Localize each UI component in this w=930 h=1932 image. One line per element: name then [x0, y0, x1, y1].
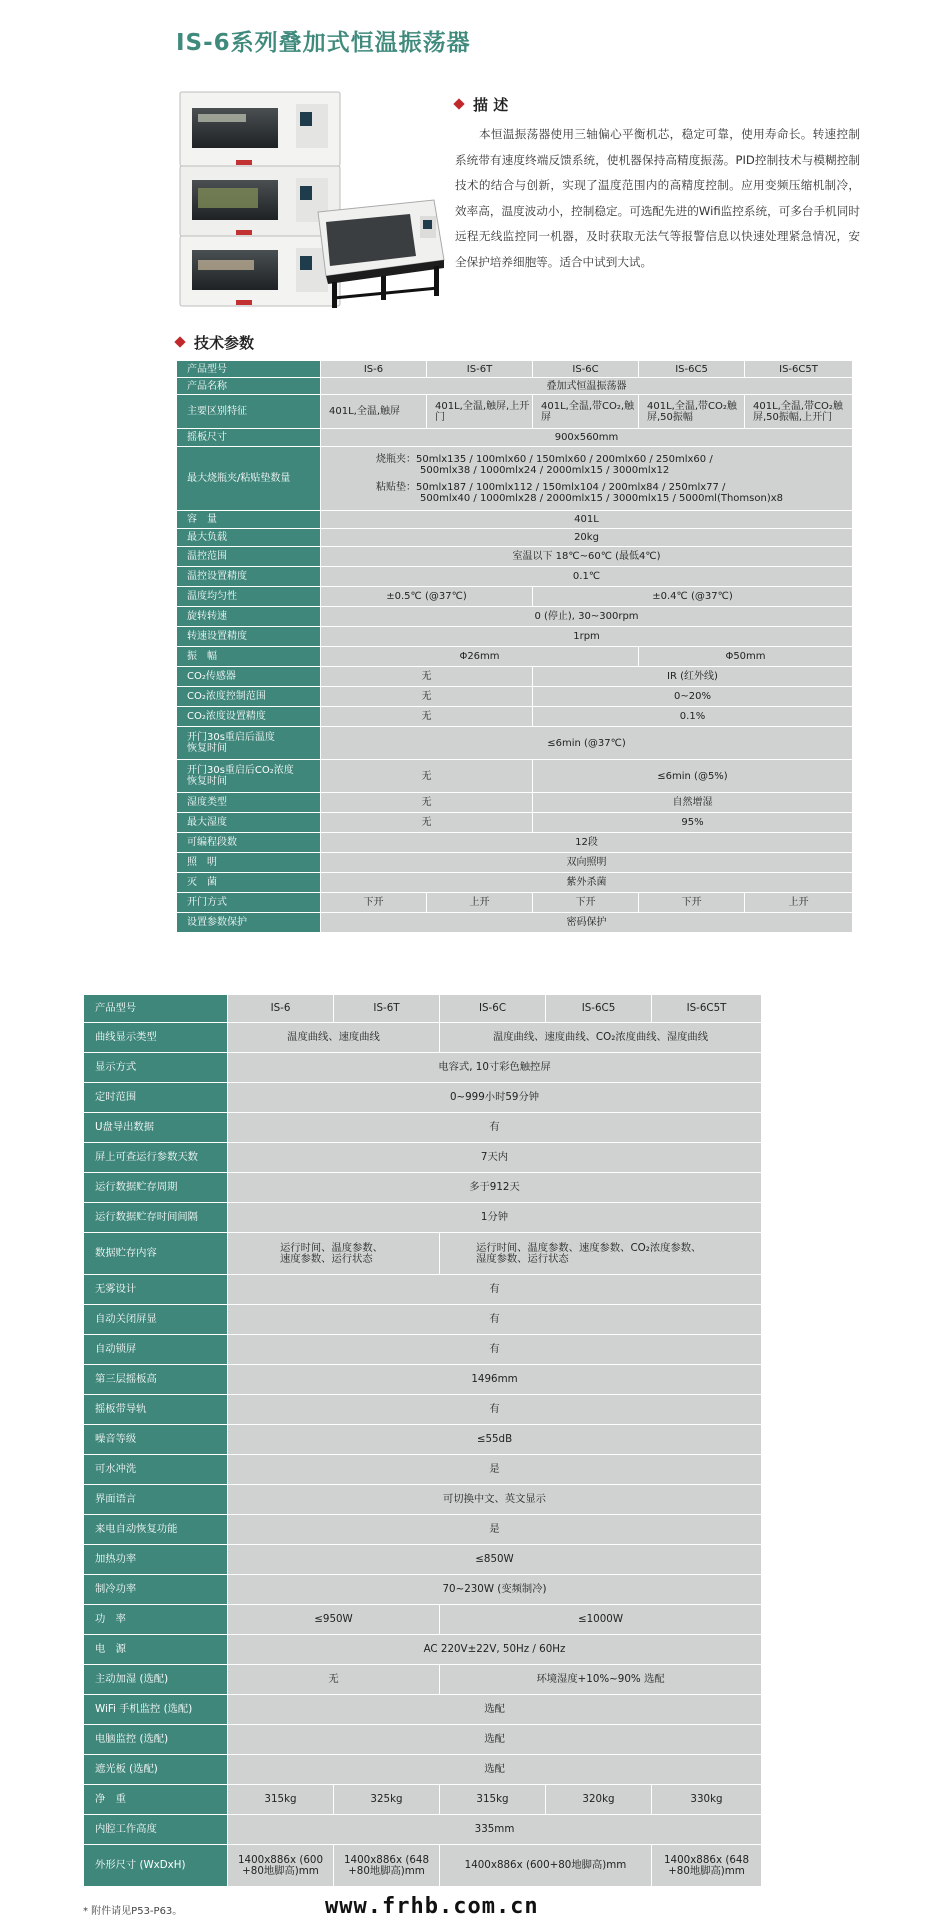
table-row: [84, 1845, 762, 1887]
value-cell: 1rpm: [321, 627, 853, 647]
description-heading: 描 述: [455, 94, 508, 115]
page-title: IS-6系列叠加式恒温振荡器: [176, 30, 471, 56]
table-row: [177, 813, 853, 833]
table-row: [84, 1725, 762, 1755]
value-cell: 无: [321, 760, 533, 793]
table-row: [84, 1515, 762, 1545]
model-cell: IS-6C: [533, 361, 639, 378]
table-row: [177, 727, 853, 760]
value-cell: 有: [228, 1395, 762, 1425]
table-row: [177, 853, 853, 873]
value-cell: ≤950W: [228, 1605, 440, 1635]
content-line: 运行时间、温度参数、速度参数、CO₂浓度参数、: [476, 1241, 702, 1254]
row-label: 产品型号: [84, 995, 228, 1023]
model-cell: IS-6C5T: [652, 995, 762, 1023]
table-row: [84, 995, 762, 1023]
table-row: [177, 587, 853, 607]
table-row: [177, 607, 853, 627]
row-label: 电脑监控 (选配): [84, 1725, 228, 1755]
table-row: [177, 893, 853, 913]
table-row: [177, 378, 853, 395]
table-row: [84, 1485, 762, 1515]
row-label: 照 明: [177, 853, 321, 873]
dim-line: 1400x886x (648: [344, 1853, 429, 1866]
row-label: 产品型号: [177, 361, 321, 378]
row-label: 设置参数保护: [177, 913, 321, 933]
website-watermark: www.frhb.com.cn: [325, 1894, 539, 1919]
table-row: [84, 1575, 762, 1605]
row-label: 容 量: [177, 511, 321, 529]
table-row: [177, 529, 853, 547]
value-cell: 401L: [321, 511, 853, 529]
value-cell: 无: [321, 813, 533, 833]
row-label: 自动锁屏: [84, 1335, 228, 1365]
value-cell: 1400x886x (600+80地脚高)mm: [440, 1845, 652, 1887]
table-row: [177, 647, 853, 667]
label-line: 开门30s重启后CO₂浓度: [187, 765, 294, 776]
value-cell: ≤1000W: [440, 1605, 762, 1635]
value-cell: 0~999小时59分钟: [228, 1083, 762, 1113]
row-label: 主动加湿 (选配): [84, 1665, 228, 1695]
model-cell: IS-6C5: [639, 361, 745, 378]
value-cell: 上开: [745, 893, 853, 913]
spec-table-2: [83, 994, 762, 1887]
table-row: [177, 567, 853, 587]
table-row: [84, 1665, 762, 1695]
row-label: 定时范围: [84, 1083, 228, 1113]
row-label: CO₂浓度控制范围: [177, 687, 321, 707]
value-cell: [652, 1845, 762, 1887]
model-cell: IS-6: [321, 361, 427, 378]
dim-line: 1400x886x (648: [664, 1853, 749, 1866]
value-cell: 1496mm: [228, 1365, 762, 1395]
table-row: [177, 429, 853, 447]
value-cell: 320kg: [546, 1785, 652, 1815]
row-label: 产品名称: [177, 378, 321, 395]
row-label: 曲线显示类型: [84, 1023, 228, 1053]
value-cell: 可切换中文、英文显示: [228, 1485, 762, 1515]
row-label: 内腔工作高度: [84, 1815, 228, 1845]
value-cell: 下开: [639, 893, 745, 913]
value-cell: 12段: [321, 833, 853, 853]
value-cell: 温度曲线、速度曲线、CO₂浓度曲线、湿度曲线: [440, 1023, 762, 1053]
value-cell: 紫外杀菌: [321, 873, 853, 893]
value-cell: 401L,全温,带CO₂触屏,50振幅,上开门: [745, 395, 853, 429]
row-label: 第三层摇板高: [84, 1365, 228, 1395]
table-row: [177, 361, 853, 378]
value-cell: 下开: [533, 893, 639, 913]
value-cell: 325kg: [334, 1785, 440, 1815]
value-cell: 无: [321, 707, 533, 727]
content-line: 运行时间、温度参数、: [280, 1241, 383, 1254]
table-row: [84, 1305, 762, 1335]
table-row: [177, 707, 853, 727]
value-cell: 有: [228, 1275, 762, 1305]
value-cell: 315kg: [440, 1785, 546, 1815]
spec-table-1: [176, 360, 853, 933]
value-cell: [228, 1233, 440, 1275]
flask-line: 烧瓶夹：50mlx135 / 100mlx60 / 150mlx60 / 200mlx60 / 250mlx60 /: [376, 453, 713, 465]
table-row: [84, 1545, 762, 1575]
value-cell: [440, 1233, 762, 1275]
row-label: 主要区别特征: [177, 395, 321, 429]
value-cell: 401L,全温,带CO₂,触屏: [533, 395, 639, 429]
row-label: 最大烧瓶夹/粘贴垫数量: [177, 447, 321, 511]
model-cell: IS-6: [228, 995, 334, 1023]
table-row: [177, 687, 853, 707]
diamond-bullet-icon: [453, 98, 464, 109]
value-cell: ≤850W: [228, 1545, 762, 1575]
value-cell: [228, 1845, 334, 1887]
value-cell: 电容式, 10寸彩色触控屏: [228, 1053, 762, 1083]
table-row: [84, 1335, 762, 1365]
row-label: 自动关闭屏显: [84, 1305, 228, 1335]
table-row: [84, 1053, 762, 1083]
row-label: 加热功率: [84, 1545, 228, 1575]
row-label: 功 率: [84, 1605, 228, 1635]
table-row: [177, 793, 853, 813]
value-cell: AC 220V±22V, 50Hz / 60Hz: [228, 1635, 762, 1665]
row-label: 温控设置精度: [177, 567, 321, 587]
value-cell: 温度曲线、速度曲线: [228, 1023, 440, 1053]
value-cell: 自然增湿: [533, 793, 853, 813]
value-cell: [321, 447, 853, 511]
product-image: [176, 84, 446, 310]
row-label: 外形尺寸 (WxDxH): [84, 1845, 228, 1887]
value-cell: 无: [321, 667, 533, 687]
row-label: 振 幅: [177, 647, 321, 667]
table-row: [177, 395, 853, 429]
value-cell: ≤6min (@5%): [533, 760, 853, 793]
row-label: 运行数据贮存周期: [84, 1173, 228, 1203]
value-cell: ≤55dB: [228, 1425, 762, 1455]
value-cell: 无: [321, 687, 533, 707]
value-cell: 330kg: [652, 1785, 762, 1815]
table-row: [84, 1695, 762, 1725]
row-label: 可编程段数: [177, 833, 321, 853]
row-label: 温控范围: [177, 547, 321, 567]
row-label: 屏上可查运行参数天数: [84, 1143, 228, 1173]
dim-line: +80地脚高)mm: [668, 1864, 745, 1877]
model-cell: IS-6C5T: [745, 361, 853, 378]
row-label: WiFi 手机监控 (选配): [84, 1695, 228, 1725]
row-label: 界面语言: [84, 1485, 228, 1515]
value-cell: 401L,全温,触屏,上开门: [427, 395, 533, 429]
value-cell: ≤6min (@37℃): [321, 727, 853, 760]
table-row: [84, 1395, 762, 1425]
table-row: [84, 1785, 762, 1815]
value-cell: ±0.5℃ (@37℃): [321, 587, 533, 607]
tech-params-heading: 技术参数: [176, 332, 254, 353]
label-line: 恢复时间: [187, 743, 227, 754]
table-row: [177, 913, 853, 933]
table-row: [84, 1425, 762, 1455]
value-cell: 多于912天: [228, 1173, 762, 1203]
row-label: 摇板尺寸: [177, 429, 321, 447]
value-cell: 70~230W (变频制冷): [228, 1575, 762, 1605]
table-row: [177, 760, 853, 793]
table-row: [84, 1023, 762, 1053]
table-row: [177, 547, 853, 567]
value-cell: 1分钟: [228, 1203, 762, 1233]
diamond-bullet-icon: [174, 336, 185, 347]
value-cell: 有: [228, 1305, 762, 1335]
table-row: [177, 447, 853, 511]
value-cell: Φ26mm: [321, 647, 639, 667]
value-cell: 95%: [533, 813, 853, 833]
value-cell: 叠加式恒温振荡器: [321, 378, 853, 395]
row-label: 电 源: [84, 1635, 228, 1665]
value-cell: 密码保护: [321, 913, 853, 933]
dim-line: +80地脚高)mm: [348, 1864, 425, 1877]
row-label: [177, 760, 321, 793]
value-cell: 双向照明: [321, 853, 853, 873]
row-label: 转速设置精度: [177, 627, 321, 647]
table-row: [177, 627, 853, 647]
value-cell: Φ50mm: [639, 647, 853, 667]
row-label: 显示方式: [84, 1053, 228, 1083]
table-row: [84, 1815, 762, 1845]
table-row: [84, 1635, 762, 1665]
table-row: [177, 667, 853, 687]
label-line: 开门30s重启后温度: [187, 732, 275, 743]
table-row: [84, 1755, 762, 1785]
pad-line: 粘贴垫：50mlx187 / 100mlx112 / 150mlx104 / 200mlx84 / 250mlx77 /: [376, 481, 726, 493]
model-cell: IS-6T: [334, 995, 440, 1023]
row-label: 摇板带导轨: [84, 1395, 228, 1425]
value-cell: 0.1℃: [321, 567, 853, 587]
row-label: 旋转转速: [177, 607, 321, 627]
flask-line: 500mlx38 / 1000mlx24 / 2000mlx15 / 3000mlx12: [420, 464, 670, 476]
value-cell: 是: [228, 1455, 762, 1485]
value-cell: 7天内: [228, 1143, 762, 1173]
value-cell: IR (红外线): [533, 667, 853, 687]
value-cell: 环境湿度+10%~90% 选配: [440, 1665, 762, 1695]
model-cell: IS-6C5: [546, 995, 652, 1023]
value-cell: 室温以下 18℃~60℃ (最低4℃): [321, 547, 853, 567]
table-row: [84, 1173, 762, 1203]
row-label: 制冷功率: [84, 1575, 228, 1605]
row-label: 最大负载: [177, 529, 321, 547]
table-row: [84, 1275, 762, 1305]
value-cell: 上开: [427, 893, 533, 913]
row-label: CO₂传感器: [177, 667, 321, 687]
value-cell: 315kg: [228, 1785, 334, 1815]
value-cell: 0 (停止), 30~300rpm: [321, 607, 853, 627]
row-label: 灭 菌: [177, 873, 321, 893]
row-label: 温度均匀性: [177, 587, 321, 607]
table-row: [84, 1233, 762, 1275]
value-cell: [334, 1845, 440, 1887]
dim-line: 1400x886x (600: [238, 1853, 323, 1866]
table-row: [177, 511, 853, 529]
value-cell: ±0.4℃ (@37℃): [533, 587, 853, 607]
label-line: 恢复时间: [187, 776, 227, 787]
model-cell: IS-6T: [427, 361, 533, 378]
row-label: 数据贮存内容: [84, 1233, 228, 1275]
value-cell: 无: [228, 1665, 440, 1695]
row-label: CO₂浓度设置精度: [177, 707, 321, 727]
value-cell: 有: [228, 1335, 762, 1365]
value-cell: 选配: [228, 1695, 762, 1725]
table-row: [177, 833, 853, 853]
row-label: 噪音等级: [84, 1425, 228, 1455]
value-cell: 900x560mm: [321, 429, 853, 447]
value-cell: 0.1%: [533, 707, 853, 727]
footnote: * 附件请见P53-P63。: [83, 1906, 183, 1917]
table-row: [84, 1143, 762, 1173]
table-row: [177, 873, 853, 893]
row-label: 开门方式: [177, 893, 321, 913]
description-text: 本恒温振荡器使用三轴偏心平衡机芯，稳定可靠，使用寿命长。转速控制系统带有速度终端反馈系统，使机器保持高精度振荡。PID控制技术与模糊控制技术的结合与创新，实现了温度范围内的高精度控制。应用变频压缩机制冷，效率高，温度波动小，控制稳定。可选配先进的Wifi监控系统，可多台手机同时远程无线监控同一机器，及时获取无法气等报警信息以快速处理紧急情况，安全保护培养细胞等。适合中试到大试。: [455, 127, 860, 269]
row-label: [177, 727, 321, 760]
value-cell: 401L,全温,触屏: [321, 395, 427, 429]
value-cell: 选配: [228, 1725, 762, 1755]
table-row: [84, 1365, 762, 1395]
value-cell: 无: [321, 793, 533, 813]
model-cell: IS-6C: [440, 995, 546, 1023]
value-cell: 0~20%: [533, 687, 853, 707]
row-label: 运行数据贮存时间间隔: [84, 1203, 228, 1233]
value-cell: 下开: [321, 893, 427, 913]
row-label: 遮光板 (选配): [84, 1755, 228, 1785]
table-row: [84, 1605, 762, 1635]
value-cell: 401L,全温,带CO₂触屏,50振幅: [639, 395, 745, 429]
row-label: 来电自动恢复功能: [84, 1515, 228, 1545]
value-cell: 335mm: [228, 1815, 762, 1845]
table-row: [84, 1083, 762, 1113]
row-label: 可水冲洗: [84, 1455, 228, 1485]
content-line: 湿度参数、运行状态: [476, 1252, 569, 1265]
pad-line: 500mlx40 / 1000mlx28 / 2000mlx15 / 3000mlx15 / 5000ml(Thomson)x8: [420, 492, 784, 504]
table-row: [84, 1455, 762, 1485]
value-cell: 20kg: [321, 529, 853, 547]
dim-line: +80地脚高)mm: [242, 1864, 319, 1877]
table-row: [84, 1113, 762, 1143]
value-cell: 是: [228, 1515, 762, 1545]
row-label: 最大湿度: [177, 813, 321, 833]
row-label: 无雾设计: [84, 1275, 228, 1305]
row-label: 净 重: [84, 1785, 228, 1815]
content-line: 速度参数、运行状态: [280, 1252, 373, 1265]
value-cell: 选配: [228, 1755, 762, 1785]
table-row: [84, 1203, 762, 1233]
value-cell: 有: [228, 1113, 762, 1143]
row-label: U盘导出数据: [84, 1113, 228, 1143]
row-label: 湿度类型: [177, 793, 321, 813]
